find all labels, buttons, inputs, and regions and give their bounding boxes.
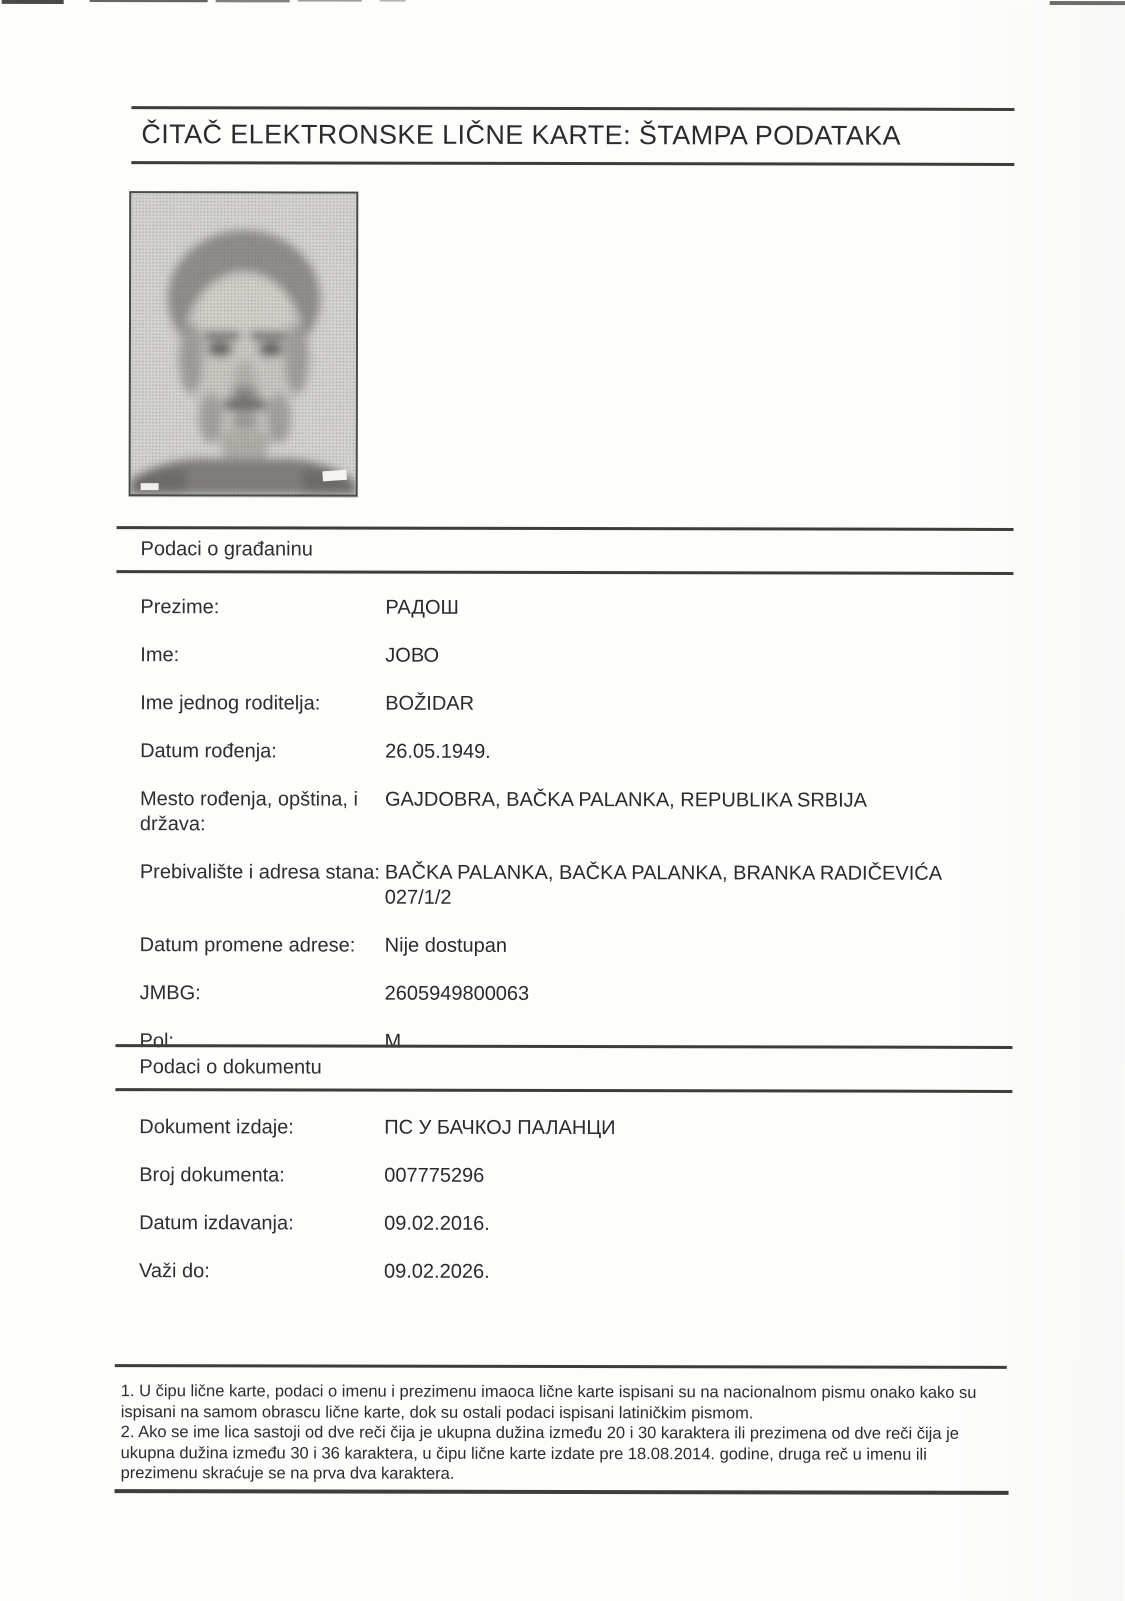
- field-label: Datum rođenja:: [140, 740, 277, 763]
- field-value: 09.02.2016.: [384, 1212, 490, 1235]
- section-heading-document: Podaci o dokumentu: [115, 1044, 1012, 1093]
- field-row-jmbg: [140, 981, 1013, 1008]
- scan-edge-artifact: [380, 0, 406, 2]
- field-value: 007775296: [384, 1164, 485, 1187]
- field-label: Datum promene adrese:: [139, 934, 356, 957]
- bottom-rule: [115, 1489, 1009, 1495]
- field-row-vazi-do: [139, 1259, 1012, 1286]
- field-row-ime-roditelja: [140, 691, 1013, 718]
- field-row-mesto-rodjenja: [140, 787, 1013, 839]
- field-row-prebivaliste: [140, 860, 1013, 912]
- field-value: 09.02.2026.: [383, 1260, 490, 1283]
- field-label: Broj dokumenta:: [139, 1164, 285, 1187]
- scan-edge-artifact: [216, 0, 290, 2]
- section-heading-citizen: Podaci o građaninu: [116, 526, 1013, 575]
- document-title-block: [131, 106, 1014, 166]
- field-row-datum-izdavanja: [139, 1211, 1012, 1238]
- footnote-2: 2. Ako se ime lica sastoji od dve reči čija je ukupna dužina između 20 i 30 karaktera ili prezimena od dve reči čija je ukupna dužina između 30 i 36 karaktera, u čipu lične karte izdate pre 18.08.2014. godine, druga reč u imenu ili prezimenu skraćuje se na prva dva karaktera.: [120, 1423, 959, 1483]
- field-row-prezime: [140, 595, 1013, 622]
- field-value: BAČKA PALANKA, BAČKA PALANKA, BRANKA RADIČEVIĆA 027/1/2: [384, 861, 942, 909]
- section-citizen-data: [115, 526, 1013, 1079]
- field-label: Važi do:: [138, 1260, 210, 1283]
- scan-edge-artifact: [2, 0, 64, 4]
- field-label: Ime jednog roditelja:: [140, 692, 321, 715]
- field-row-broj-dokumenta: [139, 1163, 1012, 1190]
- field-value: BOŽIDAR: [385, 692, 475, 715]
- field-label: Mesto rođenja, opština, i država:: [139, 788, 358, 836]
- field-row-datum-promene-adrese: [140, 933, 1013, 960]
- field-label: Prebivalište i adresa stana:: [139, 861, 381, 884]
- field-row-ime: [140, 643, 1013, 670]
- field-value: 2605949800063: [384, 982, 530, 1005]
- field-label: Prezime:: [140, 596, 220, 619]
- field-label: Ime:: [140, 644, 180, 667]
- footnote-1: 1. U čipu lične karte, podaci o imenu i prezimenu imaoca lične karte ispisani su na nacionalnom pismu onako kako su ispisani na samom obrascu lične karte, dok su ostali podaci ispisani latiničkim pismom.: [120, 1382, 977, 1422]
- scan-edge-artifact: [90, 0, 208, 2]
- field-row-datum-rodjenja: [140, 739, 1013, 766]
- citizen-fields: [115, 573, 1013, 1056]
- field-label: Pol:: [139, 1030, 174, 1053]
- field-value: 26.05.1949.: [385, 740, 491, 763]
- field-value: ПС У БАЧКОЈ ПАЛАНЦИ: [384, 1116, 616, 1140]
- field-label: Datum izdavanja:: [139, 1212, 294, 1235]
- field-row-dokument-izdaje: [139, 1115, 1012, 1142]
- field-value: M: [384, 1030, 402, 1053]
- scan-edge-artifact: [298, 0, 362, 2]
- field-value: ЈОВО: [385, 644, 440, 667]
- section-document-data: [115, 1044, 1013, 1309]
- id-card-photo: [129, 191, 359, 496]
- field-value: РАДОШ: [385, 596, 459, 619]
- portrait-photo-graphic: [131, 193, 357, 494]
- field-value: GAJDOBRA, BAČKA PALANKA, REPUBLIKA SRBIJA: [384, 788, 868, 812]
- field-label: JMBG:: [139, 982, 201, 1005]
- field-label: Dokument izdaje:: [139, 1116, 294, 1139]
- field-value: Nije dostupan: [384, 934, 508, 957]
- footnotes-block: [115, 1364, 1007, 1485]
- document-fields: [115, 1091, 1012, 1286]
- scan-edge-artifact: [1050, 1, 1125, 5]
- page-title: ČITAČ ELEKTRONSKE LIČNE KARTE: ŠTAMPA PODATAKA: [141, 119, 902, 151]
